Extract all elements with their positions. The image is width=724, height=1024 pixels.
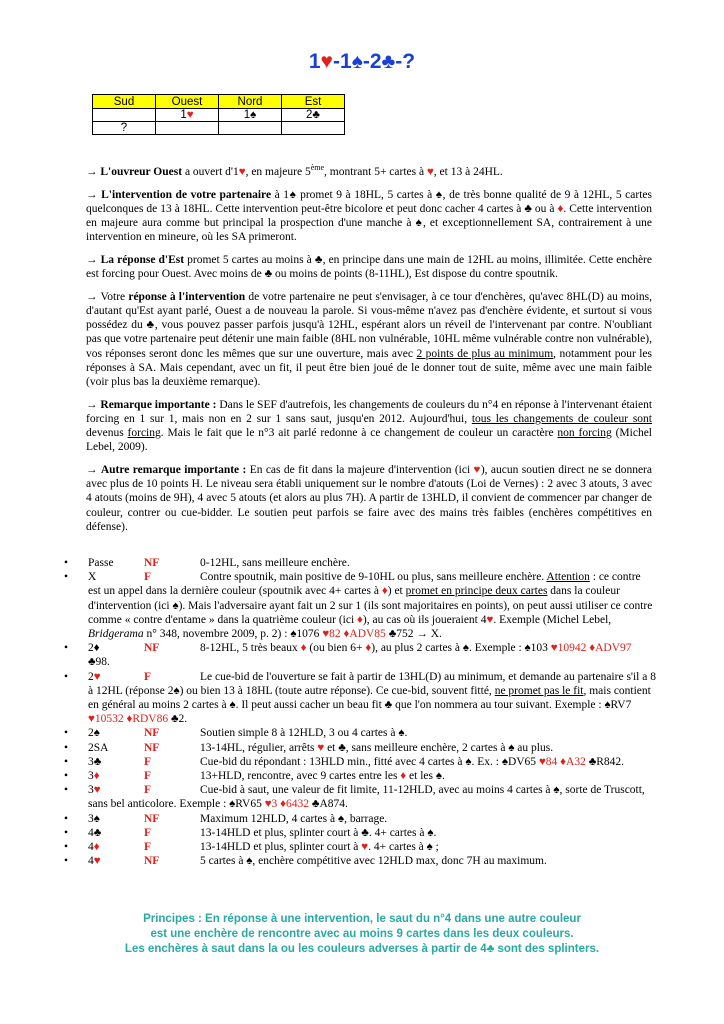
header-nord: Nord [219,95,282,109]
bid-3-diamonds: • 3♦ F 13+HLD, rencontre, avec 9 cartes entre les ♦ et les ♠. [64,770,445,783]
auction-header-row [93,95,345,109]
bid-4-diamonds: • 4♦ F 13-14HLD et plus, splinter court à ♥. 4+ cartes à ♠ ; [64,841,439,854]
paragraph-remark: → Remarque importante : Dans le SEF d'autrefois, les changements de couleurs du n°4 en réponse à l'intervenant étaient forcing en 1 sur 1, mais non en 2 sur 1 sans saut, jusqu'en 2012. Aujourd'hui, tous les changements de couleur sont devenus forcing. Mais le fait que le n°3 ait parlé redonne à ce changement de couleur un caractère non forcing (Michel Lebel, 2009). [86,398,653,454]
explanation-text [86,161,652,543]
bid-2-spades: • 2♠ NF Soutien simple 8 à 12HLD, 3 ou 4 cartes à ♠. [64,727,408,740]
cell-est [282,122,345,135]
header-sud: Sud [93,95,156,109]
page-title: 1♥-1♠-2♣-? [308,50,416,73]
paragraph-overcall: → L'intervention de votre partenaire à 1♠ promet 9 à 18HL, 5 cartes à ♠, de très bonne qualité de 9 à 12HL, 5 cartes quelconques de 13 à 18HL. Cette intervention peut-être bicolore et peut donc cacher 4 cartes à ♣ ou à ♦. Cette intervention en majeure aura comme but principal la prospection d'une manche à ♠, et exceptionnellement SA, contrairement à une intervention en mineure, où les SA primeront. [86,188,653,244]
bid-2-hearts: • 2♥ F Le cue-bid de l'ouverture se fait à partir de 13HL(D) au minimum, et demande au partenaire s'il a 8 à 12HL (réponse 2♠) ou bien 13 à 18HL (toute autre réponse). Ce cue-bid, souvent fitté, ne promet pas le fit, mais contient en général au moins 2 cartes à ♠. Il peut aussi cacher un beau fit ♣ que l'on nommera au tour suivant. Exemple : ♠RV7 ♥10532 ♦RDV86 ♣2. [64,670,656,726]
cell-sud [93,109,156,122]
auction-table [92,94,345,135]
bid-3-clubs: • 3♣ F Cue-bid du répondant : 13HLD min., fitté avec 4 cartes à ♠. Ex. : ♠DV65 ♥84 ♦A32 ♣R842. [64,755,625,768]
bid-2-diamonds: • 2♦ NF 8-12HL, 5 très beaux ♦ (ou bien 6+ ♦), au plus 2 cartes à ♠. Exemple : ♠103 ♥10942 ♦ADV97 ♣98. [64,642,632,669]
cell-ouest: 1♥ [156,109,219,122]
auction-row [93,109,345,122]
auction-row [93,122,345,135]
cell-est: 2♣ [282,109,345,122]
bid-4-clubs: • 4♣ F 13-14HLD et plus, splinter court à ♣. 4+ cartes à ♠. [64,826,437,839]
bid-3-hearts: • 3♥ F Cue-bid à saut, une valeur de fit limite, 11-12HLD, avec au moins 4 cartes à ♠, sorte de Truscott, sans bel anticolore. Exemple : ♠RV65 ♥3 ♦6432 ♣A874. [64,784,645,811]
bid-contre: • X F Contre spoutnik, main positive de 9-10HL ou plus, sans meilleure enchère. Attention : ce contre est un appel dans la dernière couleur (spoutnik avec 4+ cartes à ♦) et promet en principe deux cartes dans la couleur d'intervention (ici ♠). Mais l'adversaire ayant fait un 2 sur 1 (ils sont majoritaires en points), on peut aussi utiliser ce contre comme « contre d'entame » dans la quatrième couleur (ici ♦), au cas où ils joueraient 4♥. Exemple (Michel Lebel, Bridgerama n° 348, novembre 2009, p. 2) : ♠1076 ♥82 ♦ADV85 ♣752 → X. [64,571,653,641]
cell-nord: 1♠ [219,109,282,122]
header-ouest: Ouest [156,95,219,109]
bid-list [64,556,656,868]
paragraph-opener: → L'ouvreur Ouest a ouvert d'1♥, en majeure 5ème, montrant 5+ cartes à ♥, et 13 à 24HL. [86,163,503,178]
paragraph-east-response: → La réponse d'Est promet 5 cartes au moins à ♣, en principe dans une main de 12HL au moins, illimitée. Cette enchère est forcing pour Ouest. Avec moins de ♣ ou moins de points (8-11HL), Est dispose du contre spoutnik. [86,253,652,281]
cell-ouest [156,122,219,135]
cell-sud: ? [93,122,156,135]
header-est: Est [282,95,345,109]
bid-2-notrump: • 2SA NF 13-14HL, régulier, arrêts ♥ et ♣, sans meilleure enchère, 2 cartes à ♠ au plus. [64,741,554,754]
paragraph-other-remark: → Autre remarque importante : En cas de fit dans la majeure d'intervention (ici ♥), aucun soutien direct ne se donnera avec plus de 10 points H. Le niveau sera établi uniquement sur le nombre d'atouts (Loi de Vernes) : 2 avec 3 atouts, 3 avec 4 atouts (moins de 9H), 4 avec 5 atouts (et alors au plus 7H). A partir de 13HLD, il convient de commencer par changer de couleur, contrer ou cue-bidder. Le soutien peut parfois se faire avec des mains très faibles (enchères compétitives en défense). [86,463,652,533]
bid-4-hearts: • 4♥ NF 5 cartes à ♠, enchère compétitive avec 12HLD max, donc 7H au maximum. [64,855,547,868]
bid-3-spades: • 3♠ NF Maximum 12HLD, 4 cartes à ♠, barrage. [64,812,388,825]
cell-nord [219,122,282,135]
heart-symbol: ♥ [320,50,334,73]
bid-passe: • Passe NF 0-12HL, sans meilleure enchère. [64,557,350,569]
principles-note: Principes : En réponse à une intervention, le saut du n°4 dans une autre couleur est une enchère de rencontre avec au moins 9 cartes dans les deux couleurs. Les enchères à saut dans la ou les couleurs adverses à partir de 4♣ sont des splinters. [124,913,600,955]
paragraph-your-response: → Votre réponse à l'intervention de votre partenaire ne peut s'envisager, à ce tour d'enchères, qu'avec 8HL(D) au moins, d'autant qu'Est ayant parlé, Ouest a de nouveau la parole. Si vous-même n'avez pas d'enchère évidente, et surtout si vous possédez du ♣, vous pouvez passer parfois jusqu'à 12HL, espérant alors un réveil de l'intervenant par contre. N'oubliant pas que votre partenaire peut détenir une main faible (8HL non vulnérable, 10HL même vulnérable contre non vulnérable), vos réponses seront donc les mêmes que sur une ouverture, mais avec 2 points de plus au minimum, notamment pour les réponses à SA. Mais cependant, avec un fit, il peut être bien joué de le donner tout de suite, même avec une main faible (voir plus bas la deuxième remarque). [86,290,652,388]
